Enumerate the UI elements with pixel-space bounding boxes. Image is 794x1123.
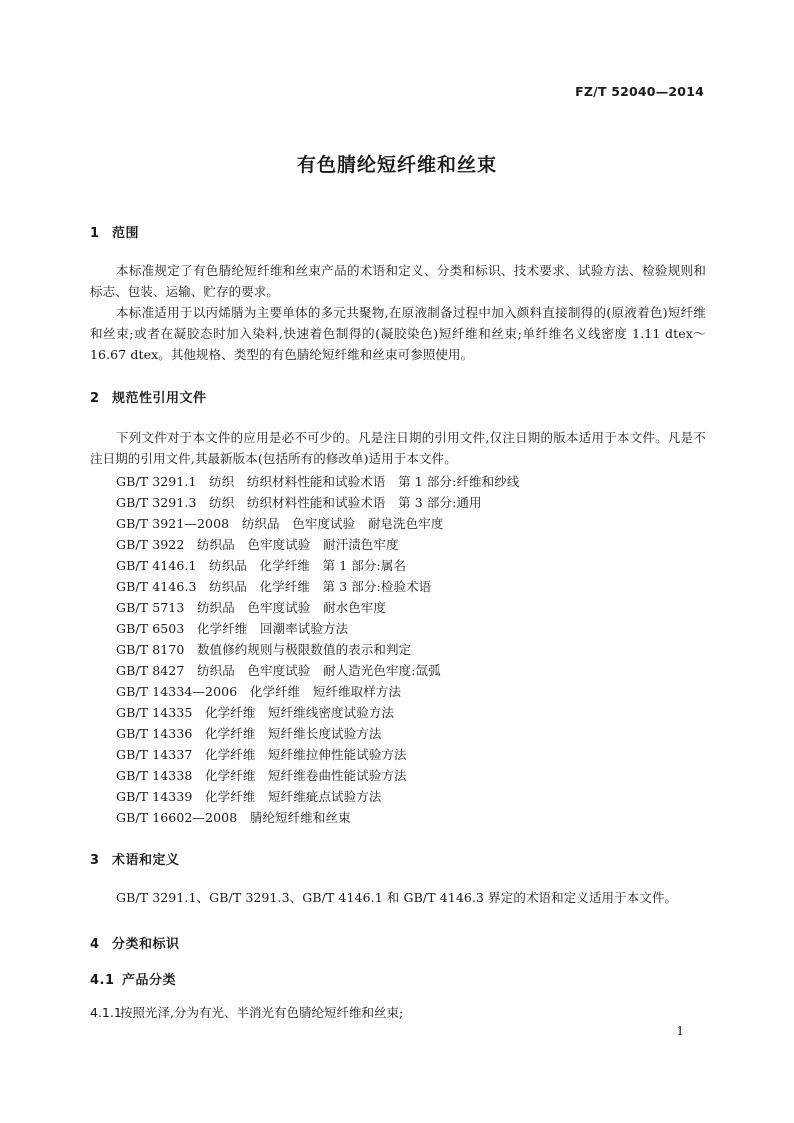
section-3-paragraph: GB/T 3291.1、GB/T 3291.3、GB/T 4146.1 和 GB/T 4146.3 界定的术语和定义适用于本文件。 xyxy=(116,890,678,905)
section-1-paragraph-2: 本标准适用于以丙烯腈为主要单体的多元共聚物,在原液制备过程中加入颜料直接制得的(原液着色)短纤维和丝束;或者在凝胶态时加入染料,快速着色制得的(凝胶染色)短纤维和丝束;单纤维名义线密度 1.11 dtex～16.67 dtex。其他规格、类型的有色腈纶短纤维和丝束可参照使用。 xyxy=(90,305,706,362)
reference-item: GB/T 14336 化学纤维 短纤维长度试验方法 xyxy=(116,726,382,741)
section-1-paragraph-1: 本标准规定了有色腈纶短纤维和丝束产品的术语和定义、分类和标识、技术要求、试验方法、检验规则和标志、包装、运输、贮存的要求。 xyxy=(90,263,706,299)
section-number: 2 xyxy=(90,391,100,406)
clause-number: 4.1.1 xyxy=(90,1005,122,1020)
section-number: 1 xyxy=(90,226,100,241)
reference-item: GB/T 8170 数值修约规则与极限数值的表示和判定 xyxy=(116,642,412,657)
reference-item: GB/T 4146.3 纺织品 化学纤维 第 3 部分:检验术语 xyxy=(116,579,432,594)
reference-item: GB/T 5713 纺织品 色牢度试验 耐水色牢度 xyxy=(116,600,387,615)
reference-item: GB/T 4146.1 纺织品 化学纤维 第 1 部分:属名 xyxy=(116,558,407,573)
section-3-heading xyxy=(90,849,180,868)
document-title: 有色腈纶短纤维和丝束 xyxy=(296,154,497,176)
reference-item: GB/T 8427 纺织品 色牢度试验 耐人造光色牢度:氙弧 xyxy=(116,663,441,678)
reference-item: GB/T 14334—2006 化学纤维 短纤维取样方法 xyxy=(116,684,402,699)
section-title: 术语和定义 xyxy=(112,853,180,868)
reference-item: GB/T 14337 化学纤维 短纤维拉伸性能试验方法 xyxy=(116,747,407,762)
reference-item: GB/T 6503 化学纤维 回潮率试验方法 xyxy=(116,621,349,636)
reference-item: GB/T 16602—2008 腈纶短纤维和丝束 xyxy=(116,810,351,825)
subsection-number: 4.1 xyxy=(90,973,115,988)
section-number: 4 xyxy=(90,937,100,952)
reference-item: GB/T 3921—2008 纺织品 色牢度试验 耐皂洗色牢度 xyxy=(116,516,444,531)
section-number: 3 xyxy=(90,853,100,868)
subsection-4-1-heading xyxy=(90,969,176,988)
section-title: 分类和标识 xyxy=(112,937,180,952)
reference-item: GB/T 3922 纺织品 色牢度试验 耐汗渍色牢度 xyxy=(116,537,399,552)
section-1-heading xyxy=(90,222,139,241)
reference-item: GB/T 3291.3 纺织 纺织材料性能和试验术语 第 3 部分:通用 xyxy=(116,495,482,510)
section-2-heading xyxy=(90,387,207,406)
section-2-intro: 下列文件对于本文件的应用是必不可少的。凡是注日期的引用文件,仅注日期的版本适用于本文件。凡是不注日期的引用文件,其最新版本(包括所有的修改单)适用于本文件。 xyxy=(90,430,706,466)
page-number: 1 xyxy=(676,1024,684,1038)
section-title: 范围 xyxy=(112,226,140,241)
subsection-title: 产品分类 xyxy=(122,973,177,988)
reference-item: GB/T 3291.1 纺织 纺织材料性能和试验术语 第 1 部分:纤维和纱线 xyxy=(116,474,520,489)
clause-text: 按照光泽,分为有光、半消光有色腈纶短纤维和丝束; xyxy=(120,1005,404,1020)
reference-item: GB/T 14339 化学纤维 短纤维疵点试验方法 xyxy=(116,789,382,804)
reference-item: GB/T 14335 化学纤维 短纤维线密度试验方法 xyxy=(116,705,395,720)
section-title: 规范性引用文件 xyxy=(112,391,207,406)
standard-number: FZ/T 52040—2014 xyxy=(575,84,704,99)
clause-4-1-1 xyxy=(90,1003,403,1021)
section-4-heading xyxy=(90,933,180,952)
reference-item: GB/T 14338 化学纤维 短纤维卷曲性能试验方法 xyxy=(116,768,407,783)
